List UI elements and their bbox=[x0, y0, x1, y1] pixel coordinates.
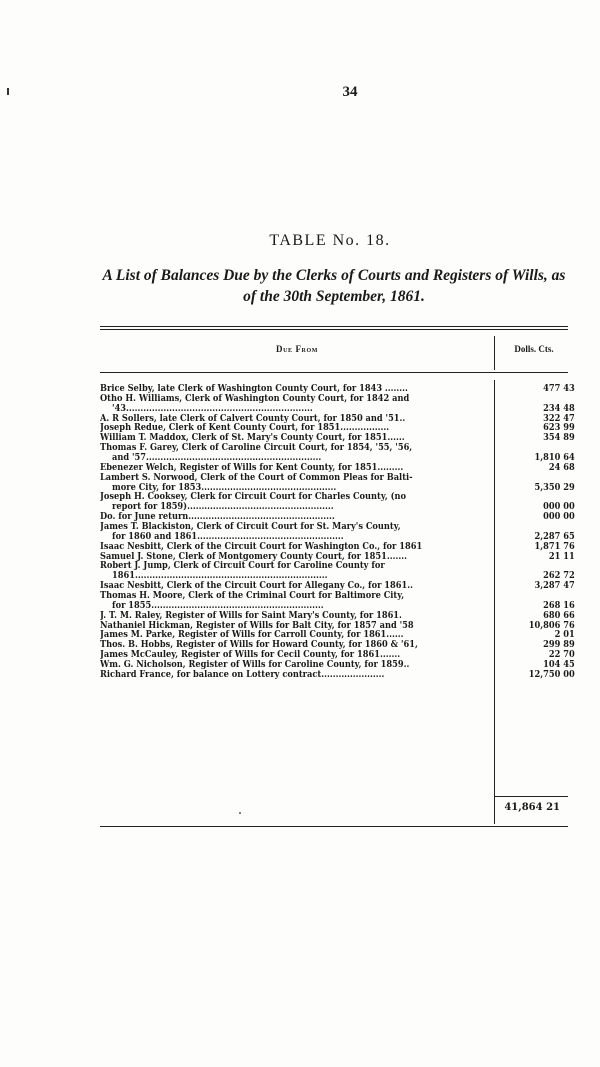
row-amount: 477 43 bbox=[543, 383, 575, 394]
row-text: Robert J. Jump, Clerk of Circuit Court for Caroline County for bbox=[100, 561, 385, 572]
row-text: Thomas F. Garey, Clerk of Caroline Circuit Court, for 1854, '55, '56, bbox=[100, 443, 413, 454]
row-amount: 10,806 76 bbox=[528, 619, 575, 631]
row-text: Otho H. Williams, Clerk of Washington County Court, for 1842 and bbox=[100, 393, 410, 404]
row-amount: 299 89 bbox=[543, 639, 575, 651]
row-text: A. R Sollers, late Clerk of Calvert County Court, for 1850 and '51.. bbox=[100, 413, 406, 424]
row-text: Samuel J. Stone, Clerk of Montgomery County Court, for 1851....... bbox=[100, 551, 407, 562]
total-amount: 41,864 21 bbox=[504, 802, 560, 813]
total-rule bbox=[495, 796, 568, 797]
table-row bbox=[100, 609, 575, 621]
row-amount: 104 45 bbox=[543, 659, 575, 671]
row-text: Joseph H. Cooksey, Clerk for Circuit Court for Charles County, (no bbox=[100, 492, 407, 503]
row-text: for 1855............................................................ bbox=[112, 600, 324, 611]
table-row bbox=[100, 501, 575, 513]
row-amount: 21 11 bbox=[548, 550, 575, 562]
table-row bbox=[100, 540, 575, 552]
header-dollars-cents: Dolls. Cts. bbox=[514, 344, 554, 354]
row-text: Thomas H. Moore, Clerk of the Criminal Court for Baltimore City, bbox=[100, 591, 405, 601]
top-rule bbox=[100, 326, 568, 327]
row-text: and '57............................................................. bbox=[112, 453, 322, 463]
row-text: Lambert S. Norwood, Clerk of the Court of Common Pleas for Balti- bbox=[100, 472, 413, 483]
row-amount: 322 47 bbox=[543, 412, 575, 424]
table-caption: A List of Balances Due by the Clerks of Courts and Registers of Wills, as of the 30th September, 1861. bbox=[102, 267, 566, 305]
row-amount: 234 48 bbox=[543, 402, 575, 414]
row-amount: 12,750 00 bbox=[528, 668, 575, 680]
table-row bbox=[100, 383, 575, 394]
row-amount: 262 72 bbox=[543, 570, 575, 582]
table-row bbox=[100, 461, 575, 473]
row-text: Ebenezer Welch, Register of Wills for Kent County, for 1851......... bbox=[100, 462, 404, 473]
table-row bbox=[100, 432, 575, 444]
header-rule bbox=[100, 372, 568, 373]
row-text: 1861................................................................... bbox=[112, 571, 328, 582]
row-amount: 623 99 bbox=[543, 422, 575, 434]
row-text: William T. Maddox, Clerk of St. Mary's County Court, for 1851...... bbox=[100, 433, 405, 444]
table-row bbox=[100, 649, 575, 661]
row-amount: 22 70 bbox=[548, 649, 575, 661]
table-row bbox=[100, 452, 575, 464]
row-text: James McCauley, Register of Wills for Cecil County, for 1861....... bbox=[100, 650, 401, 661]
table-row bbox=[100, 599, 575, 611]
bottom-rule bbox=[100, 826, 568, 827]
row-text: more City, for 1853............................................... bbox=[112, 482, 337, 493]
row-amount: 2,287 65 bbox=[534, 530, 575, 542]
table-row bbox=[100, 473, 502, 483]
row-amount: 680 66 bbox=[543, 609, 575, 621]
table-row bbox=[100, 550, 575, 562]
table-row bbox=[100, 561, 502, 571]
row-text: J. T. M. Raley, Register of Wills for Saint Mary's County, for 1861. bbox=[100, 610, 402, 621]
row-amount: 1,810 64 bbox=[534, 452, 575, 464]
table-body bbox=[100, 383, 575, 680]
table-row bbox=[100, 619, 575, 631]
row-amount: 1,871 76 bbox=[534, 540, 575, 552]
row-text: Richard France, for balance on Lottery contract...................... bbox=[100, 669, 385, 680]
row-amount: 000 00 bbox=[543, 511, 575, 523]
table-row bbox=[100, 522, 502, 532]
row-text: Brice Selby, late Clerk of Washington County Court, for 1843 ........ bbox=[100, 384, 408, 394]
table-row bbox=[100, 412, 575, 424]
row-text: Joseph Redue, Clerk of Kent County Court, for 1851................. bbox=[100, 423, 390, 434]
table-row bbox=[100, 394, 502, 404]
table-row bbox=[100, 659, 575, 671]
row-amount: 24 68 bbox=[548, 461, 575, 473]
row-text: Do. for June return................................................... bbox=[100, 512, 335, 523]
table-row bbox=[100, 591, 502, 601]
row-text: report for 1859)................................................... bbox=[112, 502, 334, 513]
table-row bbox=[100, 422, 575, 434]
table-row bbox=[100, 580, 575, 592]
table-row bbox=[100, 511, 575, 523]
row-text: Wm. G. Nicholson, Register of Wills for Caroline County, for 1859.. bbox=[100, 660, 410, 670]
table-row bbox=[100, 481, 575, 493]
row-text: '43................................................................. bbox=[112, 403, 313, 414]
page-number: 34 bbox=[342, 84, 358, 100]
table-title: TABLE No. 18. bbox=[269, 232, 391, 249]
row-amount: 000 00 bbox=[543, 501, 575, 513]
stray-mark bbox=[239, 812, 241, 814]
table-row bbox=[100, 668, 575, 680]
row-text: James T. Blackiston, Clerk of Circuit Court for St. Mary's County, bbox=[100, 522, 401, 532]
row-amount: 5,350 29 bbox=[534, 481, 575, 493]
table-row bbox=[100, 492, 502, 502]
table-row bbox=[100, 530, 575, 542]
top-rule-double bbox=[100, 329, 568, 330]
table-row bbox=[100, 629, 575, 641]
row-amount: 354 89 bbox=[543, 432, 575, 444]
row-text: James M. Parke, Register of Wills for Carroll County, for 1861...... bbox=[100, 630, 404, 641]
row-amount: 268 16 bbox=[543, 599, 575, 611]
table-row bbox=[100, 570, 575, 582]
table-row bbox=[100, 443, 502, 453]
row-text: for 1860 and 1861................................................... bbox=[112, 531, 344, 542]
table-header bbox=[100, 344, 568, 366]
row-text: Nathaniel Hickman, Register of Wills for Balt City, for 1857 and '58 bbox=[100, 620, 414, 631]
header-due-from: Due From bbox=[275, 344, 319, 354]
table-row bbox=[100, 402, 575, 414]
row-text: Thos. B. Hobbs, Register of Wills for Howard County, for 1860 & '61, bbox=[100, 640, 418, 651]
row-text: Isaac Nesbitt, Clerk of the Circuit Court for Washington Co., for 1861 bbox=[100, 541, 423, 552]
row-amount: 3,287 47 bbox=[534, 580, 575, 592]
row-text: Isaac Nesbitt, Clerk of the Circuit Court for Allegany Co., for 1861.. bbox=[100, 581, 414, 592]
header-column-divider bbox=[494, 336, 495, 370]
table-row bbox=[100, 639, 575, 651]
row-amount: 2 01 bbox=[554, 629, 575, 641]
